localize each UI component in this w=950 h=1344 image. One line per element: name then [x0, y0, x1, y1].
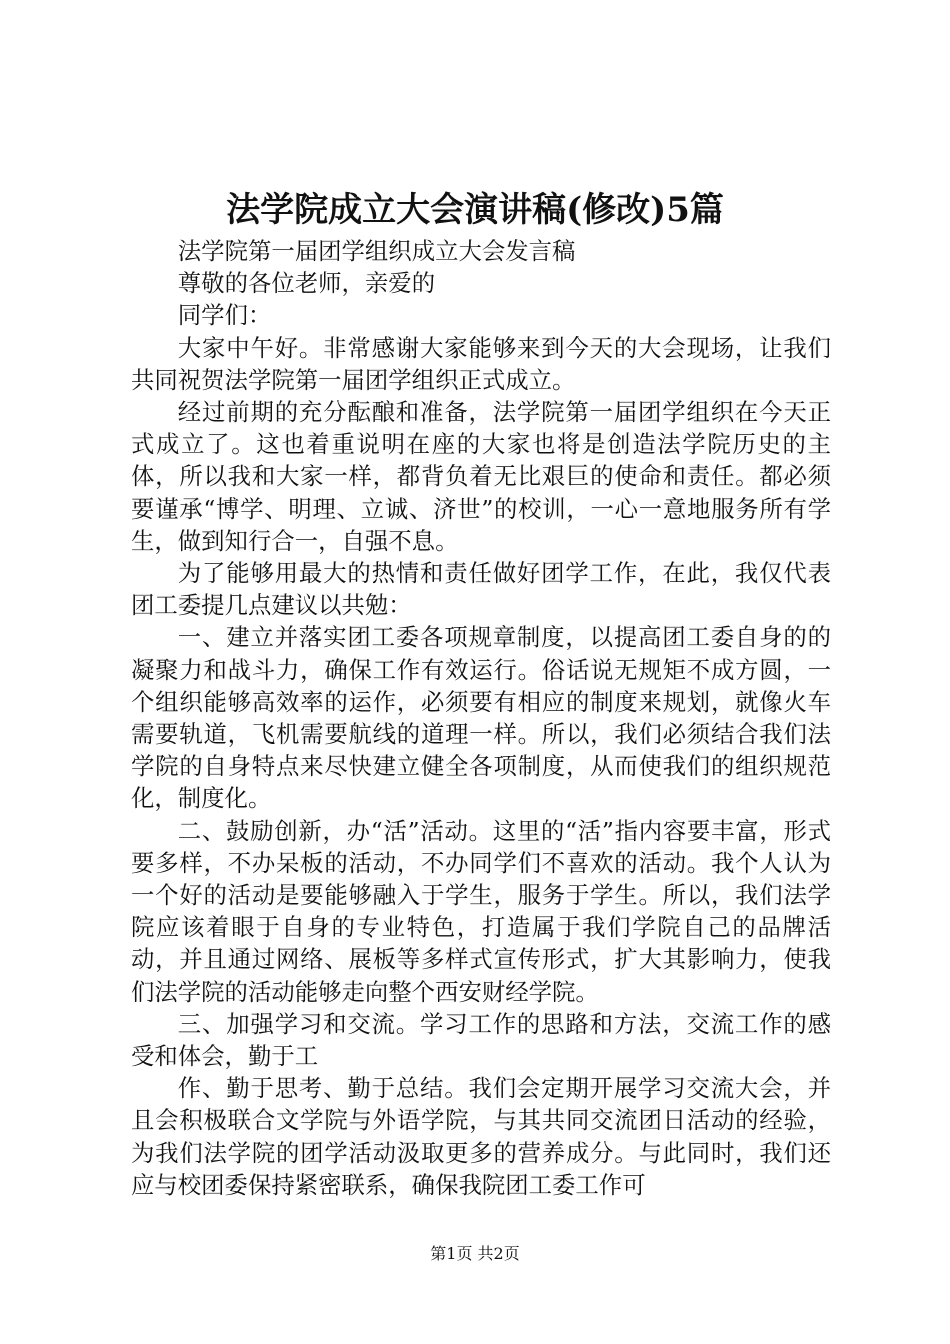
- paragraph-salutation: 尊敬的各位老师，亲爱的: [177, 269, 436, 298]
- page-title: 法学院成立大会演讲稿(修改)5篇: [226, 190, 724, 230]
- paragraph-background: 经过前期的充分酝酿和准备，法学院第一届团学组织在今天正式成立了。这也着重说明在座的大家也将是创造法学院历史的主体，所以我和大家一样，都背负着无比艰巨的使命和责任。都必须要谨承“博学、明理、立诚、济世”的校训，一心一意地服务所有学生，做到知行合一，自强不息。: [131, 398, 831, 555]
- paragraph-speech-heading: 法学院第一届团学组织成立大会发言稿: [177, 237, 576, 265]
- document-body: [131, 235, 831, 1201]
- paragraph-proposal-intro: 为了能够用最大的热情和责任做好团学工作，在此，我仅代表团工委提几点建议以共勉：: [131, 559, 831, 620]
- paragraph-proposal-three-continued: 作、勤于思考、勤于总结。我们会定期开展学习交流大会，并且会积极联合文学院与外语学院，与其共同交流团日活动的经验，为我们法学院的团学活动汲取更多的营养成分。与此同时，我们还应与校团委保持紧密联系，确保我院团工委工作可: [131, 1074, 831, 1199]
- paragraph-proposal-one: 一、建立并落实团工委各项规章制度，以提高团工委自身的的凝聚力和战斗力，确保工作有效运行。俗话说无规矩不成方圆，一个组织能够高效率的运作，必须要有相应的制度来规划，就像火车需要轨道，飞机需要航线的道理一样。所以，我们必须结合我们法学院的自身特点来尽快建立健全各项制度，从而使我们的组织规范化，制度化。: [131, 623, 831, 813]
- page-number-footer: 第1页 共2页: [430, 1244, 520, 1263]
- paragraph-salutation-continued: 同学们：: [177, 301, 272, 330]
- paragraph-proposal-three: 三、加强学习和交流。学习工作的思路和方法，交流工作的感受和体会，勤于工: [131, 1009, 831, 1071]
- paragraph-proposal-two: 二、鼓励创新，办“活”活动。这里的“活”指内容要丰富，形式要多样，不办呆板的活动，不办同学们不喜欢的活动。我个人认为一个好的活动是要能够融入于学生，服务于学生。所以，我们法学院应该着眼于自身的专业特色，打造属于我们学院自己的品牌活动，并且通过网络、展板等多样式宣传形式，扩大其影响力，使我们法学院的活动能够走向整个西安财经学院。: [131, 816, 831, 1006]
- paragraph-greeting: 大家中午好。非常感谢大家能够来到今天的大会现场，让我们共同祝贺法学院第一届团学组织正式成立。: [131, 333, 831, 394]
